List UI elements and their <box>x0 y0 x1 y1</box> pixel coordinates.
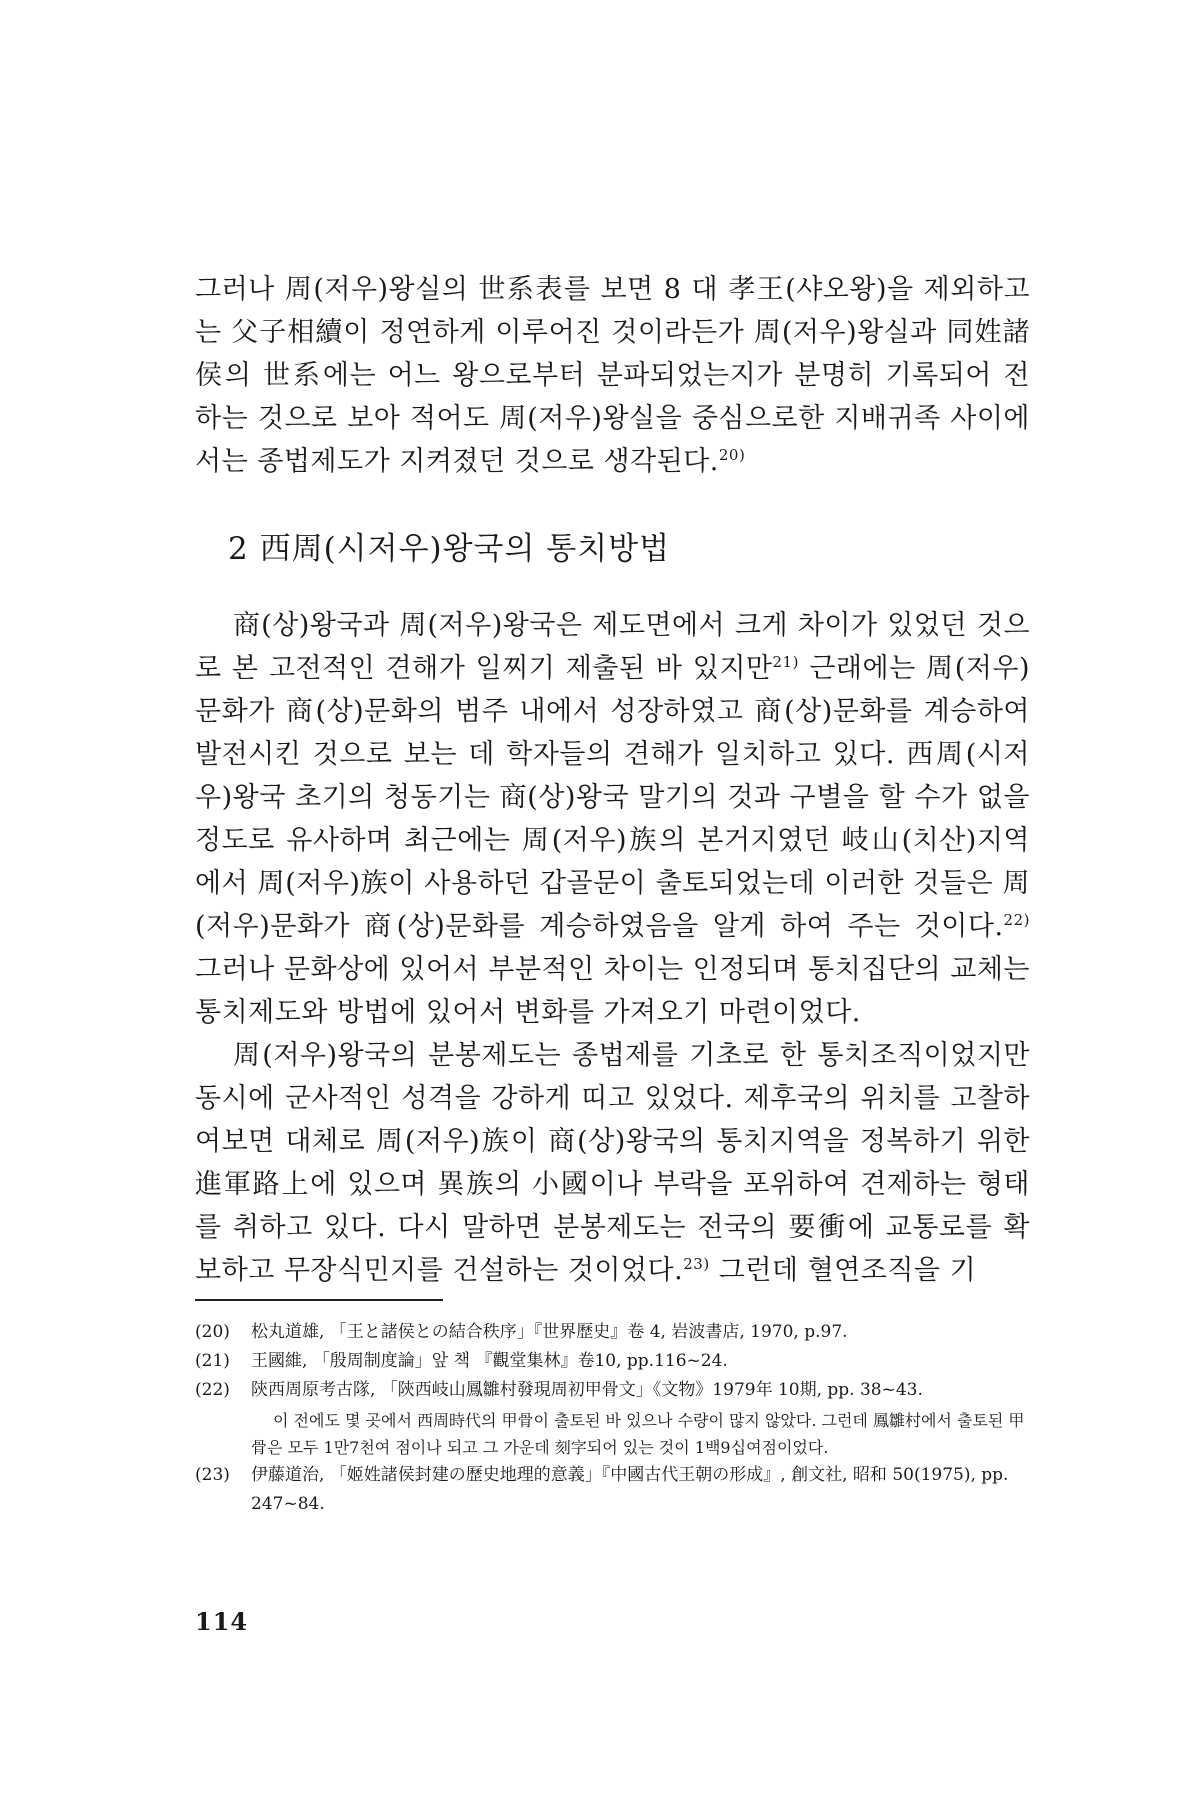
footnote-text: 松丸道雄, 「王と諸侯との結合秩序」『世界歷史』卷 4, 岩波書店, 1970, p.97. <box>251 1322 848 1342</box>
top-paragraph-block <box>195 268 1030 483</box>
footnote <box>195 1318 1030 1347</box>
paragraph-text: 근래에는 周(저우)문화가 商(상)문화의 범주 내에서 성장하였고 商(상)문화를 계승하여 발전시킨 것으로 보는 데 학자들의 견해가 일치하고 있다. 西周(시저우)왕국 초기의 청동기는 商(상)왕국 말기의 것과 구별을 할 수가 없을 정도로 유사하며 최근에는 周(저우)族의 본거지였던 岐山(치산)지역에서 周(저우)族이 사용하던 갑골문이 출토되었는데 이러한 것들은 周(저우)문화가 商(상)문화를 계승하였음을 알게 하여 주는 것이다. <box>195 653 1030 942</box>
footnote-number: (22) <box>195 1380 230 1400</box>
paragraph-text: 그러나 周(저우)왕실의 世系表를 보면 8 대 孝王(샤오왕)을 제외하고는 父子相續이 정연하게 이루어진 것이라든가 周(저우)왕실과 同姓諸侯의 世系에는 어느 왕으로부터 분파되었는지가 분명히 기록되어 전하는 것으로 보아 적어도 周(저우)왕실을 중심으로한 지배귀족 사이에서는 종법제도가 지켜졌던 것으로 생각된다. <box>195 274 1030 477</box>
footnote-number: (21) <box>195 1351 230 1371</box>
paragraph <box>195 604 1030 1034</box>
main-text-block <box>195 604 1030 1292</box>
footnote <box>195 1376 1030 1405</box>
footnote-text: 王國維, 「殷周制度論」앞 책 『觀堂集林』卷10, pp.116~24. <box>251 1351 728 1371</box>
footnote-ref: 22) <box>1003 911 1030 929</box>
footnote-text: 陝西周原考古隊, 「陝西岐山鳳雛村發現周初甲骨文」《文物》1979年 10期, pp. 38~43. <box>251 1380 923 1400</box>
page-number: 114 <box>195 1607 249 1636</box>
footnote <box>195 1347 1030 1376</box>
paragraph-text: 그런데 혈연조직을 기 <box>709 1255 977 1286</box>
footnotes <box>195 1318 1030 1519</box>
paragraph <box>195 1034 1030 1292</box>
footnote-number: (20) <box>195 1322 230 1342</box>
footnote-ref: 21) <box>772 653 799 671</box>
footnote <box>195 1461 1030 1519</box>
footnote-note: 이 전에도 몇 곳에서 西周時代의 甲骨이 출토된 바 있으나 수량이 많지 않았다. 그런데 鳳雛村에서 출토된 甲骨은 모두 1만7천여 점이나 되고 그 가운데 刻字되어 있는 것이 1백9십여점이었다. <box>251 1411 1025 1457</box>
paragraph-text: 그러나 문화상에 있어서 부분적인 차이는 인정되며 통치집단의 교체는 통치제도와 방법에 있어서 변화를 가져오기 마련이었다. <box>195 954 1030 1028</box>
paragraph-text: 商(상)왕국과 周(저우)왕국은 제도면에서 크게 차이가 있었던 것으로 본 고전적인 견해가 일찌기 제출된 바 있지만 <box>195 610 1030 684</box>
paragraph <box>195 268 1030 483</box>
paragraph-text: 周(저우)왕국의 분봉제도는 종법제를 기초로 한 통치조직이었지만 동시에 군사적인 성격을 강하게 띠고 있었다. 제후국의 위치를 고찰하여보면 대체로 周(저우)族이 商(상)왕국의 통치지역을 정복하기 위한 進軍路上에 있으며 異族의 小國이나 부락을 포위하여 견제하는 형태를 취하고 있다. 다시 말하면 분봉제도는 전국의 要衝에 교통로를 확보하고 무장식민지를 건설하는 것이었다. <box>195 1040 1030 1286</box>
footnote-text: 伊藤道治, 「姬姓諸侯封建の歷史地理的意義」『中國古代王朝の形成』, 創文社, 昭和 50(1975), pp. 247~84. <box>251 1465 1009 1514</box>
footnote-number: (23) <box>195 1465 230 1485</box>
footnote-ref: 20) <box>718 446 746 464</box>
footnote-divider <box>195 1299 443 1301</box>
footnote-ref: 23) <box>683 1255 710 1273</box>
section-heading: 2 西周(시저우)왕국의 통치방법 <box>228 531 671 567</box>
